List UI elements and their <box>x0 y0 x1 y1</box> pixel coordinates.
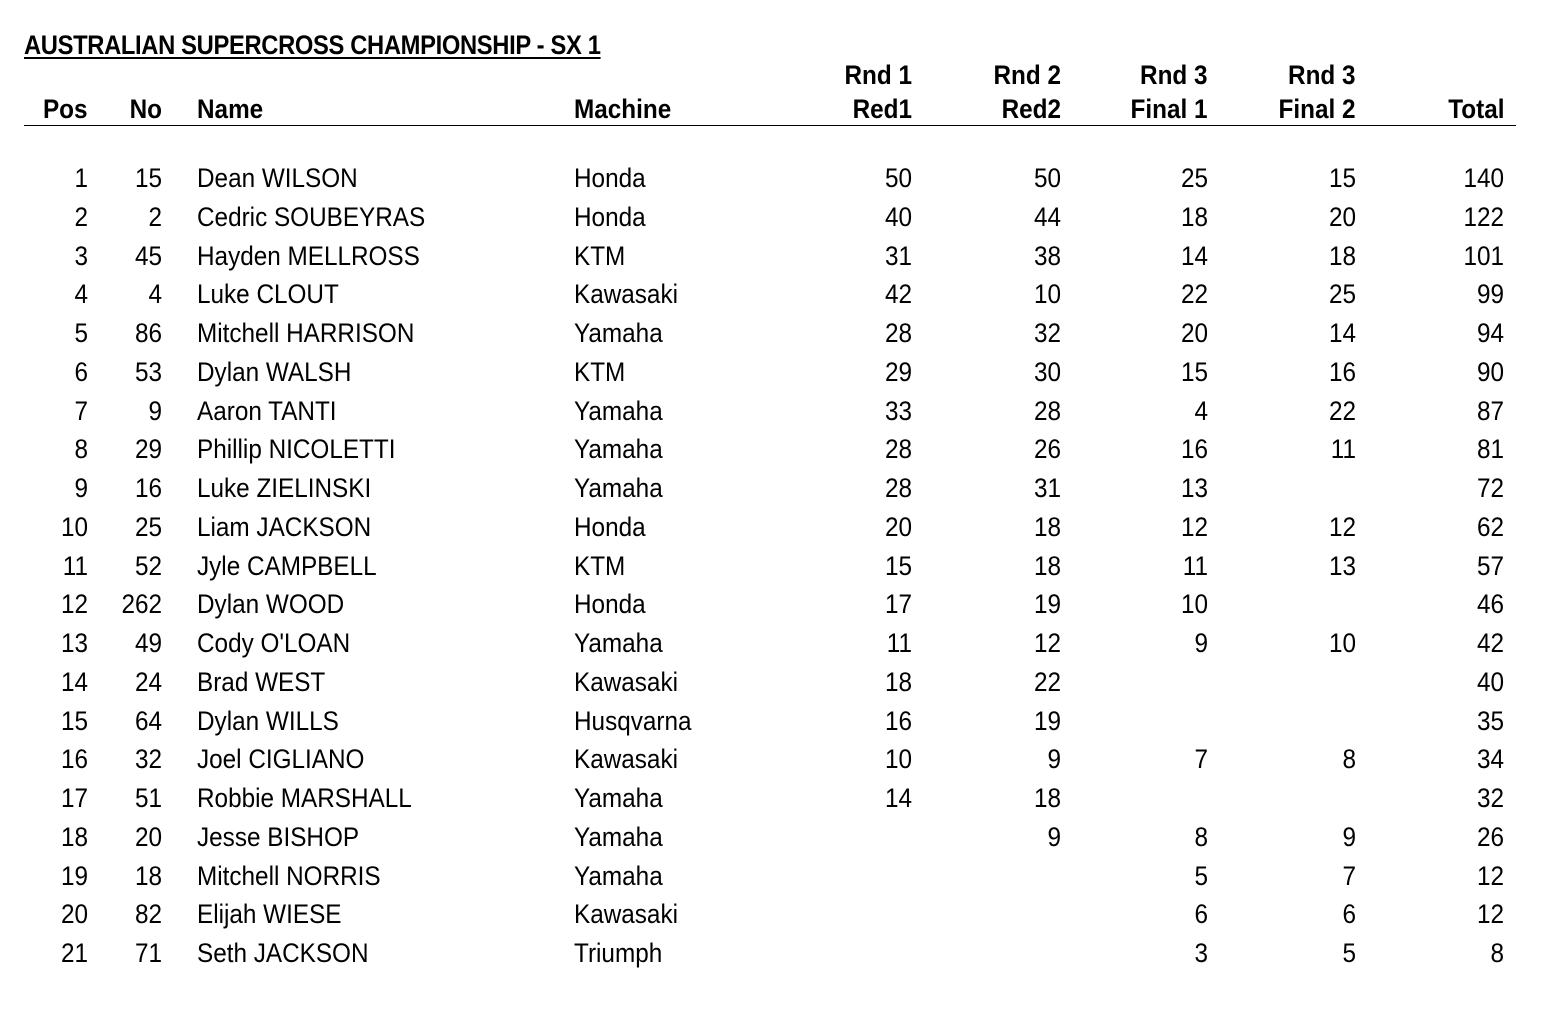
cell-pos: 21 <box>60 938 88 968</box>
cell-rider-name: Seth JACKSON <box>197 938 369 968</box>
cell-rider-name: Luke CLOUT <box>197 279 339 310</box>
header-machine: Machine <box>574 94 672 124</box>
cell-rnd1-red1: 31 <box>884 240 912 271</box>
cell-machine: Honda <box>574 589 646 620</box>
cell-rider-name: Cody O'LOAN <box>197 628 351 658</box>
cell-rnd1-red1: 20 <box>884 511 912 542</box>
cell-number: 51 <box>134 783 162 813</box>
cell-rider-name: Aaron TANTI <box>197 395 337 426</box>
cell-rnd3-final2: 9 <box>1342 821 1356 852</box>
cell-rnd1-red1: 15 <box>884 550 912 581</box>
cell-total: 35 <box>1476 705 1504 736</box>
cell-total: 94 <box>1476 318 1504 348</box>
header-rnd2-red2 <box>986 58 1061 126</box>
page-title: AUSTRALIAN SUPERCROSS CHAMPIONSHIP - SX 1 <box>24 30 601 60</box>
cell-machine: Husqvarna <box>574 705 692 736</box>
cell-number: 52 <box>134 550 162 581</box>
cell-number: 24 <box>134 666 162 697</box>
table-row <box>0 353 1548 392</box>
cell-pos: 8 <box>74 434 88 465</box>
table-header <box>0 58 1548 126</box>
cell-rnd2-red2: 32 <box>1033 318 1061 348</box>
cell-number: 18 <box>134 860 162 891</box>
cell-total: 101 <box>1463 240 1504 271</box>
cell-number: 2 <box>148 201 162 232</box>
cell-rnd1-red1: 40 <box>884 201 912 232</box>
cell-rnd3-final2: 15 <box>1328 163 1356 193</box>
cell-number: 45 <box>134 240 162 271</box>
cell-total: 81 <box>1476 434 1504 465</box>
cell-rnd2-red2: 19 <box>1033 705 1061 736</box>
table-row <box>0 508 1548 547</box>
cell-rnd3-final1: 7 <box>1194 744 1208 775</box>
cell-pos: 14 <box>60 666 88 697</box>
cell-total: 46 <box>1476 589 1504 620</box>
cell-rnd3-final1: 8 <box>1194 821 1208 852</box>
cell-rnd3-final2: 20 <box>1328 201 1356 232</box>
cell-rnd3-final1: 11 <box>1182 550 1208 581</box>
cell-machine: Kawasaki <box>574 899 679 930</box>
cell-machine: Yamaha <box>574 434 663 465</box>
cell-machine: KTM <box>574 550 626 581</box>
cell-pos: 3 <box>74 240 88 271</box>
table-row <box>0 702 1548 741</box>
cell-total: 62 <box>1476 511 1504 542</box>
cell-machine: Yamaha <box>574 473 663 503</box>
cell-rider-name: Phillip NICOLETTI <box>197 434 396 465</box>
table-row <box>0 818 1548 857</box>
table-row <box>0 857 1548 896</box>
cell-rnd2-red2: 9 <box>1047 821 1061 852</box>
cell-pos: 1 <box>74 163 88 193</box>
cell-rnd1-red1: 14 <box>884 783 912 813</box>
cell-rider-name: Elijah WIESE <box>197 899 342 930</box>
cell-rnd3-final1: 14 <box>1180 240 1208 271</box>
header-rnd1-line2: Red1 <box>852 94 912 124</box>
table-row <box>0 624 1548 663</box>
cell-rnd2-red2: 38 <box>1033 240 1061 271</box>
cell-rider-name: Dylan WILLS <box>197 705 339 736</box>
cell-rnd3-final1: 13 <box>1180 473 1208 503</box>
cell-machine: Yamaha <box>574 395 663 426</box>
cell-rnd3-final2: 11 <box>1330 434 1356 465</box>
cell-machine: KTM <box>574 240 626 271</box>
cell-rnd3-final2: 7 <box>1342 860 1356 891</box>
cell-rider-name: Cedric SOUBEYRAS <box>197 201 426 232</box>
table-row <box>0 934 1548 973</box>
cell-rnd1-red1: 50 <box>884 163 912 193</box>
cell-rider-name: Dean WILSON <box>197 163 358 193</box>
cell-rnd1-red1: 28 <box>884 318 912 348</box>
header-rnd3b-line2: Final 2 <box>1279 94 1356 124</box>
cell-rnd2-red2: 9 <box>1047 744 1061 775</box>
header-no: No <box>129 94 162 124</box>
cell-machine: Honda <box>574 163 646 193</box>
table-row <box>0 779 1548 818</box>
cell-rnd2-red2: 18 <box>1033 511 1061 542</box>
cell-total: 99 <box>1476 279 1504 310</box>
cell-pos: 11 <box>62 550 88 581</box>
cell-rnd2-red2: 31 <box>1033 473 1061 503</box>
cell-total: 40 <box>1476 666 1504 697</box>
cell-rnd3-final2: 6 <box>1342 899 1356 930</box>
table-row <box>0 663 1548 702</box>
cell-number: 16 <box>134 473 162 503</box>
cell-rnd2-red2: 44 <box>1033 201 1061 232</box>
cell-rnd2-red2: 12 <box>1033 628 1061 658</box>
cell-machine: Kawasaki <box>574 279 679 310</box>
cell-total: 12 <box>1476 860 1504 891</box>
cell-rider-name: Joel CIGLIANO <box>197 744 365 775</box>
cell-rnd1-red1: 29 <box>884 356 912 387</box>
cell-rnd2-red2: 10 <box>1033 279 1061 310</box>
cell-rnd1-red1: 28 <box>884 473 912 503</box>
cell-rider-name: Brad WEST <box>197 666 326 697</box>
cell-rider-name: Jesse BISHOP <box>197 821 360 852</box>
header-rnd3-final1 <box>1122 58 1208 126</box>
cell-pos: 5 <box>74 318 88 348</box>
cell-rnd3-final1: 18 <box>1180 201 1208 232</box>
cell-number: 262 <box>121 589 162 620</box>
header-rnd2-line1: Rnd 2 <box>993 60 1061 90</box>
cell-pos: 6 <box>74 356 88 387</box>
cell-number: 64 <box>134 705 162 736</box>
cell-machine: Honda <box>574 511 646 542</box>
cell-pos: 12 <box>60 589 88 620</box>
cell-rnd2-red2: 18 <box>1033 550 1061 581</box>
cell-rnd3-final2: 18 <box>1328 240 1356 271</box>
cell-number: 15 <box>134 163 162 193</box>
cell-rnd3-final1: 6 <box>1194 899 1208 930</box>
cell-pos: 18 <box>60 821 88 852</box>
cell-rnd1-red1: 18 <box>884 666 912 697</box>
cell-total: 42 <box>1476 628 1504 658</box>
cell-rnd3-final2: 16 <box>1328 356 1356 387</box>
cell-rnd3-final2: 13 <box>1328 550 1356 581</box>
cell-rider-name: Dylan WALSH <box>197 356 352 387</box>
header-rnd3a-line2: Final 1 <box>1131 94 1208 124</box>
cell-rider-name: Robbie MARSHALL <box>197 783 412 813</box>
cell-rnd1-red1: 10 <box>884 744 912 775</box>
table-row <box>0 895 1548 934</box>
cell-rnd1-red1: 28 <box>884 434 912 465</box>
cell-total: 34 <box>1476 744 1504 775</box>
cell-total: 122 <box>1463 201 1504 232</box>
cell-rider-name: Mitchell HARRISON <box>197 318 415 348</box>
cell-pos: 10 <box>60 511 88 542</box>
cell-number: 9 <box>148 395 162 426</box>
cell-number: 71 <box>134 938 162 968</box>
header-rnd1-red1 <box>837 58 912 126</box>
cell-machine: Yamaha <box>574 783 663 813</box>
cell-number: 20 <box>134 821 162 852</box>
cell-rider-name: Dylan WOOD <box>197 589 345 620</box>
cell-rnd2-red2: 30 <box>1033 356 1061 387</box>
cell-number: 29 <box>134 434 162 465</box>
cell-rnd1-red1: 33 <box>884 395 912 426</box>
cell-rnd3-final1: 3 <box>1194 938 1208 968</box>
cell-rnd3-final1: 25 <box>1180 163 1208 193</box>
cell-rider-name: Hayden MELLROSS <box>197 240 420 271</box>
cell-rnd1-red1: 17 <box>884 589 912 620</box>
table-row <box>0 547 1548 586</box>
table-row <box>0 275 1548 314</box>
cell-pos: 4 <box>74 279 88 310</box>
cell-pos: 15 <box>60 705 88 736</box>
table-row <box>0 392 1548 431</box>
cell-rnd3-final1: 22 <box>1180 279 1208 310</box>
cell-rnd3-final1: 4 <box>1194 395 1208 426</box>
cell-rider-name: Mitchell NORRIS <box>197 860 381 891</box>
cell-rider-name: Jyle CAMPBELL <box>197 550 377 581</box>
header-rnd3a-line1: Rnd 3 <box>1140 60 1208 90</box>
header-divider <box>24 125 1516 126</box>
cell-machine: Kawasaki <box>574 666 679 697</box>
cell-pos: 20 <box>60 899 88 930</box>
cell-machine: Triumph <box>574 938 663 968</box>
cell-rnd2-red2: 26 <box>1033 434 1061 465</box>
table-row <box>0 198 1548 237</box>
cell-pos: 7 <box>74 395 88 426</box>
cell-pos: 9 <box>74 473 88 503</box>
cell-machine: Yamaha <box>574 860 663 891</box>
cell-pos: 2 <box>74 201 88 232</box>
table-row <box>0 430 1548 469</box>
cell-rnd3-final2: 22 <box>1328 395 1356 426</box>
cell-machine: Honda <box>574 201 646 232</box>
cell-pos: 17 <box>60 783 88 813</box>
cell-rnd3-final2: 14 <box>1328 318 1356 348</box>
cell-rider-name: Luke ZIELINSKI <box>197 473 372 503</box>
header-total: Total <box>1447 94 1504 124</box>
table-row <box>0 469 1548 508</box>
cell-rnd3-final1: 9 <box>1194 628 1208 658</box>
cell-rnd3-final1: 16 <box>1180 434 1208 465</box>
cell-total: 90 <box>1476 356 1504 387</box>
cell-number: 86 <box>134 318 162 348</box>
cell-rnd3-final1: 12 <box>1180 511 1208 542</box>
cell-pos: 19 <box>60 860 88 891</box>
cell-rnd3-final1: 20 <box>1180 318 1208 348</box>
cell-machine: Yamaha <box>574 821 663 852</box>
header-name: Name <box>197 94 264 124</box>
cell-machine: Yamaha <box>574 628 663 658</box>
cell-rnd2-red2: 19 <box>1033 589 1061 620</box>
cell-total: 8 <box>1490 938 1504 968</box>
cell-rnd3-final2: 10 <box>1328 628 1356 658</box>
cell-rnd2-red2: 28 <box>1033 395 1061 426</box>
header-rnd3-final2 <box>1270 58 1356 126</box>
cell-rnd3-final1: 10 <box>1180 589 1208 620</box>
header-rnd2-line2: Red2 <box>1001 94 1061 124</box>
cell-machine: Kawasaki <box>574 744 679 775</box>
cell-total: 12 <box>1476 899 1504 930</box>
cell-total: 140 <box>1463 163 1504 193</box>
cell-number: 49 <box>134 628 162 658</box>
cell-number: 53 <box>134 356 162 387</box>
cell-number: 32 <box>134 744 162 775</box>
cell-total: 72 <box>1476 473 1504 503</box>
cell-number: 4 <box>148 279 162 310</box>
cell-total: 26 <box>1476 821 1504 852</box>
cell-rnd3-final1: 5 <box>1194 860 1208 891</box>
cell-machine: KTM <box>574 356 626 387</box>
cell-machine: Yamaha <box>574 318 663 348</box>
cell-rnd3-final1: 15 <box>1180 356 1208 387</box>
cell-rnd2-red2: 22 <box>1033 666 1061 697</box>
cell-rnd3-final2: 25 <box>1328 279 1356 310</box>
cell-pos: 13 <box>60 628 88 658</box>
cell-rnd1-red1: 42 <box>884 279 912 310</box>
table-row <box>0 237 1548 276</box>
table-row <box>0 314 1548 353</box>
cell-total: 57 <box>1476 550 1504 581</box>
cell-total: 87 <box>1476 395 1504 426</box>
cell-rnd1-red1: 11 <box>886 628 912 658</box>
cell-rnd3-final2: 5 <box>1342 938 1356 968</box>
cell-total: 32 <box>1476 783 1504 813</box>
cell-rider-name: Liam JACKSON <box>197 511 372 542</box>
table-row <box>0 740 1548 779</box>
cell-pos: 16 <box>60 744 88 775</box>
cell-rnd3-final2: 8 <box>1342 744 1356 775</box>
header-pos: Pos <box>43 94 88 124</box>
results-table-body <box>0 159 1548 973</box>
header-rnd3b-line1: Rnd 3 <box>1288 60 1356 90</box>
cell-number: 25 <box>134 511 162 542</box>
cell-rnd3-final2: 12 <box>1328 511 1356 542</box>
cell-rnd1-red1: 16 <box>884 705 912 736</box>
cell-number: 82 <box>134 899 162 930</box>
cell-rnd2-red2: 50 <box>1033 163 1061 193</box>
cell-rnd2-red2: 18 <box>1033 783 1061 813</box>
header-rnd1-line1: Rnd 1 <box>844 60 912 90</box>
table-row <box>0 159 1548 198</box>
table-row <box>0 585 1548 624</box>
